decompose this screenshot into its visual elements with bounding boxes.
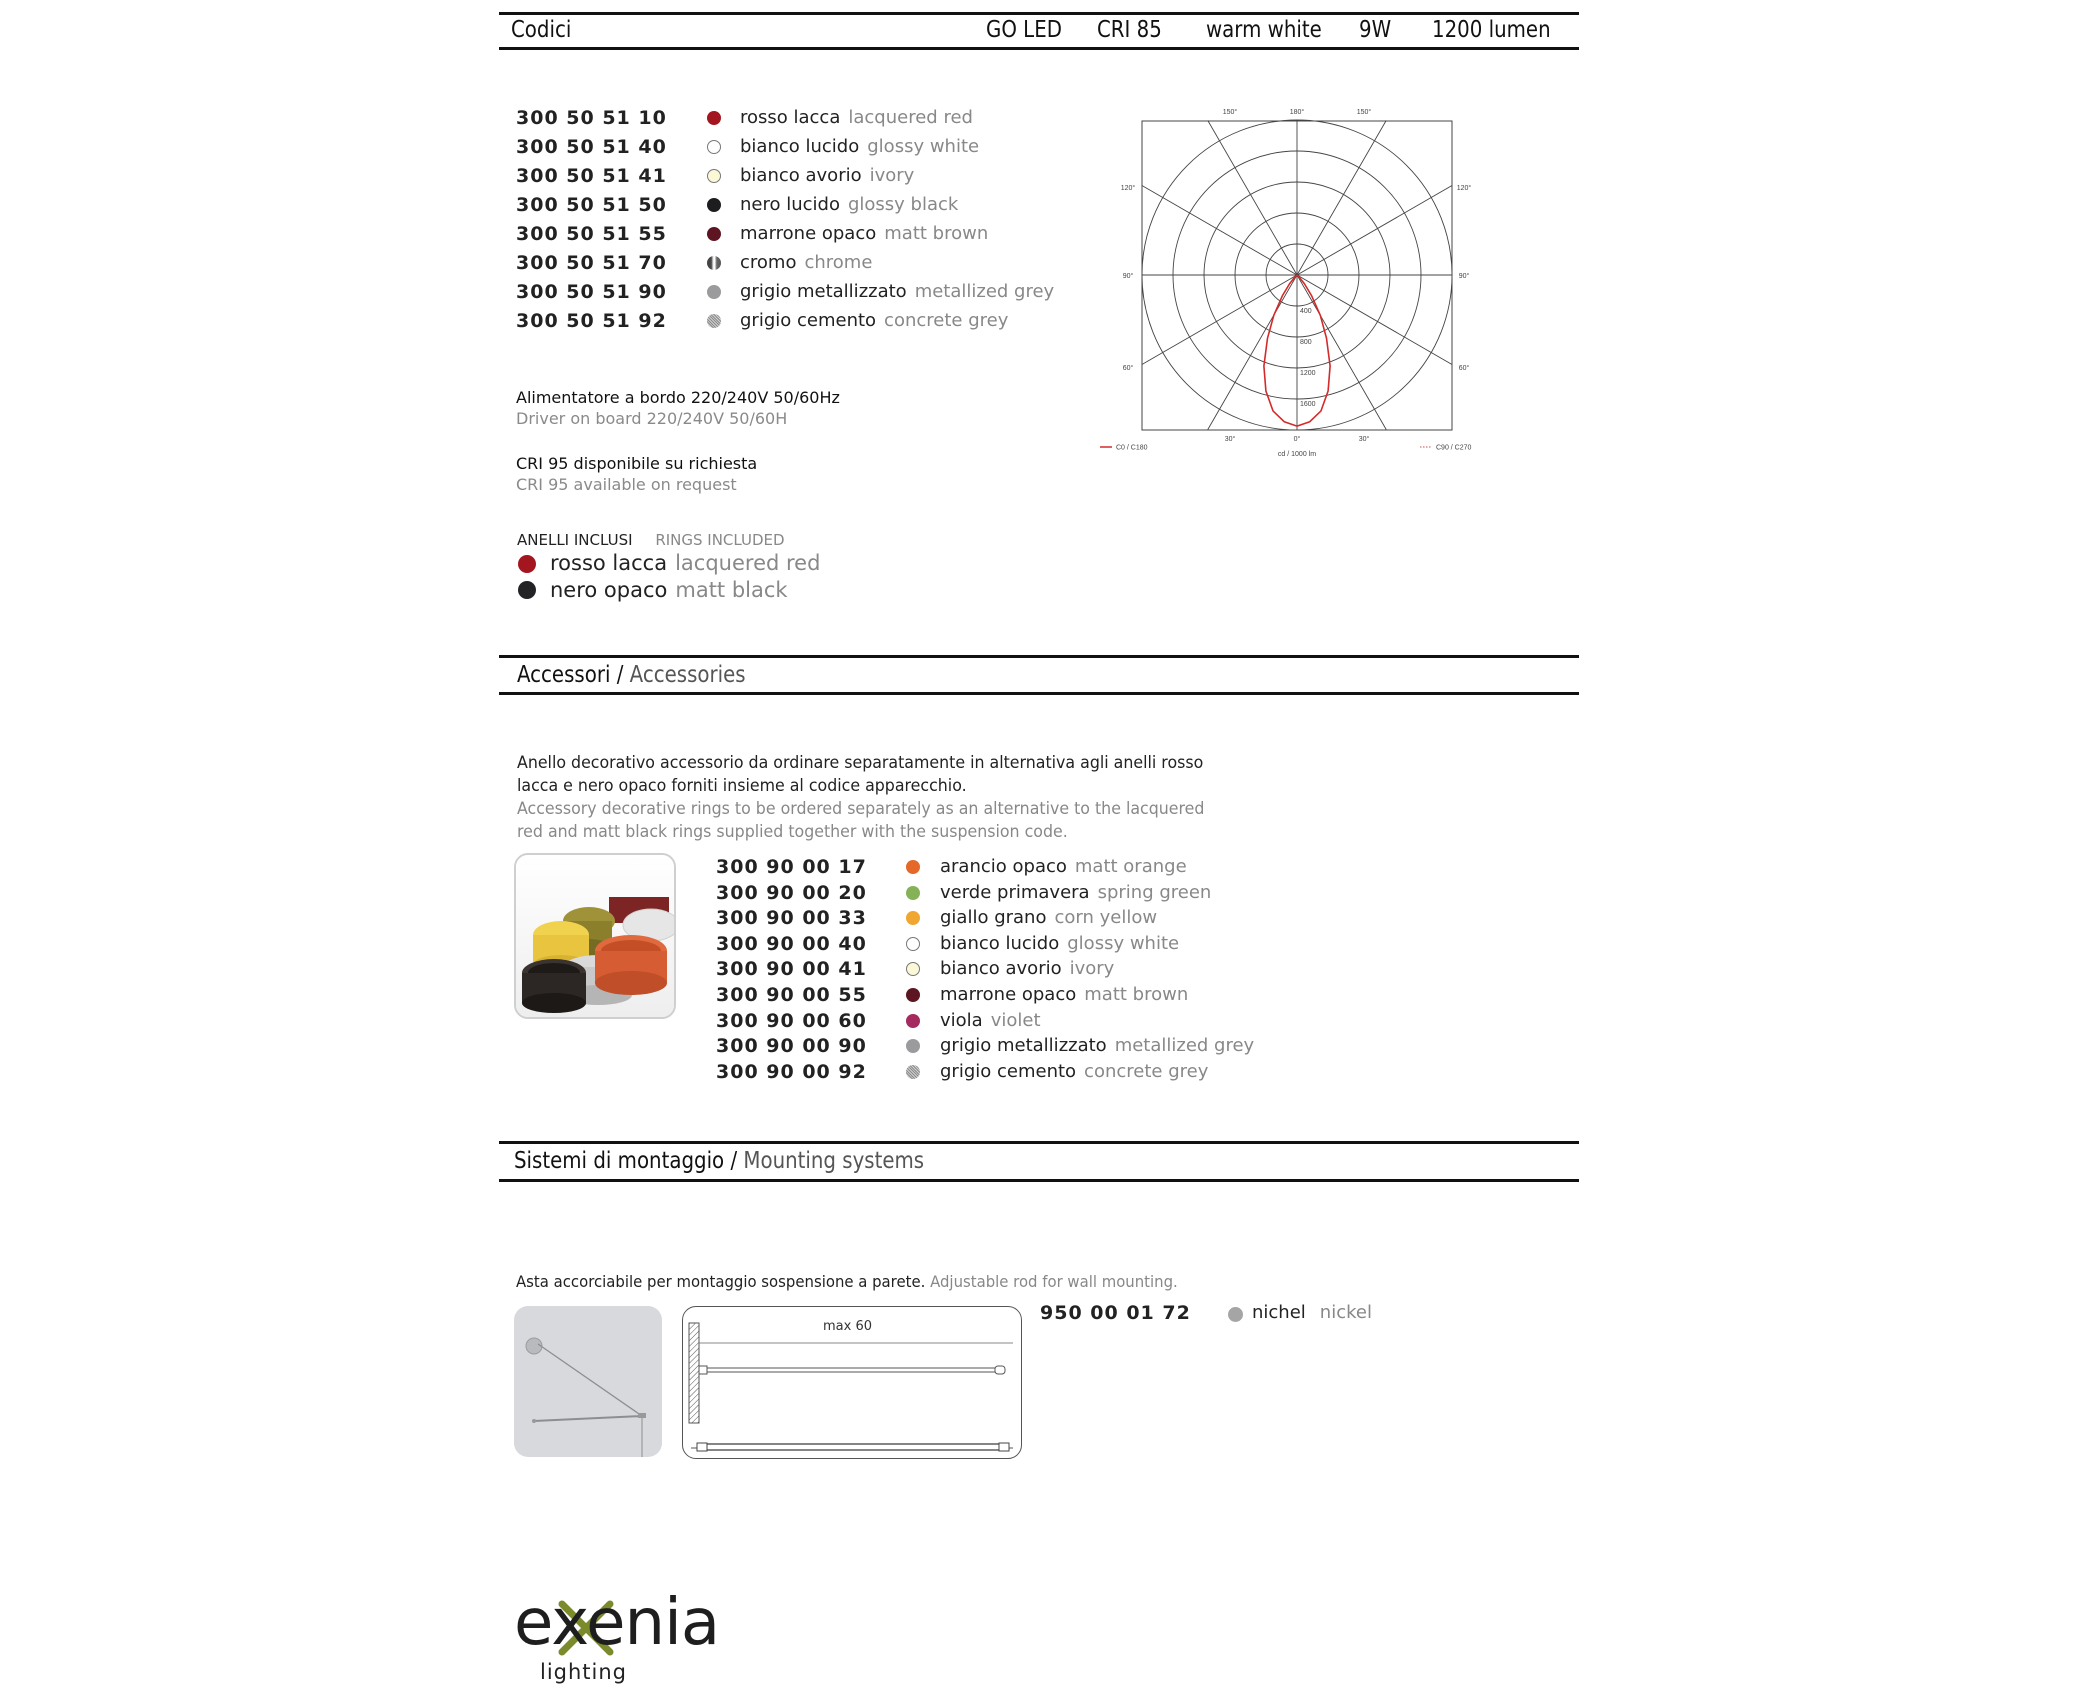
accessory-swatch <box>906 886 920 900</box>
mounting-desc-en: Adjustable rod for wall mounting. <box>930 1272 1178 1291</box>
radial-tick-label: 800 <box>1300 339 1312 346</box>
accessory-finish-it: grigio metallizzato <box>940 1035 1107 1057</box>
accessory-swatch <box>906 860 920 874</box>
ring-item-red-en: lacquered red <box>675 551 821 575</box>
angle-label: 60° <box>1458 365 1470 372</box>
accessory-swatch <box>906 962 920 976</box>
accessory-code: 300 90 00 90 <box>716 1035 867 1058</box>
wall-rod-illustration <box>514 1306 662 1457</box>
mounting-finish-en: nickel <box>1319 1302 1372 1323</box>
ring-item-black-en: matt black <box>675 578 788 602</box>
angle-label: 150° <box>1222 109 1238 116</box>
note-driver-en: Driver on board 220/240V 50/60H <box>516 409 788 428</box>
product-code: 300 50 51 10 <box>516 107 667 129</box>
accessory-finish-en: corn yellow <box>1054 907 1158 929</box>
legend-label-c90-c270: C90 / C270 <box>1436 444 1472 452</box>
exenia-logo <box>514 1586 774 1692</box>
accessory-code: 300 90 00 33 <box>716 907 867 930</box>
accessory-finish <box>940 1035 1254 1056</box>
spec-power: 9W <box>1359 17 1392 43</box>
rings-included-title-en: RINGS INCLUDED <box>655 531 785 549</box>
accessory-finish-en: ivory <box>1069 958 1115 980</box>
radial-tick-label: 1200 <box>1300 370 1316 377</box>
spec-color-temp: warm white <box>1206 17 1322 43</box>
accessory-finish <box>940 856 1187 877</box>
accessory-code: 300 90 00 17 <box>716 856 867 878</box>
accessory-swatch <box>906 937 920 951</box>
accessory-code: 300 90 00 55 <box>716 984 867 1006</box>
accessories-desc-en-line2: red and matt black rings supplied together with the suspension code. <box>517 822 1068 842</box>
mounting-title-it: Sistemi di montaggio / <box>514 1148 738 1174</box>
header-top-rule <box>499 12 1579 15</box>
accessory-finish <box>940 958 1114 979</box>
product-finish-en: concrete grey <box>884 310 1009 331</box>
decorative-rings-photo <box>514 853 676 1019</box>
product-swatch <box>707 314 721 328</box>
product-swatch <box>707 256 721 270</box>
drawing-max-length-label: max 60 <box>823 1319 872 1334</box>
product-finish-it: grigio cemento <box>740 310 877 331</box>
accessory-finish-it: bianco avorio <box>940 958 1062 980</box>
logo-brand: exenia <box>514 1586 720 1660</box>
logo-subtitle: lighting <box>540 1660 628 1684</box>
accessory-code: 300 90 00 41 <box>716 958 867 981</box>
ring-swatch-red <box>518 555 536 573</box>
accessory-finish <box>940 1010 1041 1031</box>
product-finish-it: rosso lacca <box>740 107 841 128</box>
accessory-code: 300 90 00 60 <box>716 1009 867 1032</box>
accessory-finish <box>940 984 1188 1005</box>
product-finish-en: ivory <box>869 165 915 186</box>
product-finish <box>740 281 1054 302</box>
accessory-swatch <box>906 911 920 925</box>
section-title-codici: Codici <box>511 17 572 43</box>
product-finish-en: glossy black <box>847 194 959 215</box>
product-code: 300 50 51 50 <box>516 194 667 216</box>
angle-label: 90° <box>1122 273 1134 280</box>
product-finish-it: marrone opaco <box>740 223 877 244</box>
angle-label: 150° <box>1356 109 1372 116</box>
product-swatch <box>707 111 721 125</box>
accessory-finish <box>940 1061 1208 1082</box>
accessories-desc-it-line2: lacca e nero opaco forniti insieme al codice apparecchio. <box>517 776 967 796</box>
accessory-finish-it: arancio opaco <box>940 856 1067 877</box>
angle-label: 90° <box>1458 273 1470 280</box>
accessory-finish-en: concrete grey <box>1084 1060 1209 1082</box>
mounting-finish <box>1252 1302 1372 1323</box>
ring-item-black-it: nero opaco <box>550 578 668 602</box>
product-finish <box>740 223 988 244</box>
accessory-finish-en: glossy white <box>1067 932 1180 954</box>
accessory-finish-it: viola <box>940 1009 983 1031</box>
product-code: 300 50 51 55 <box>516 223 667 245</box>
accessories-desc-en-line1: Accessory decorative rings to be ordered separately as an alternative to the lacquered <box>517 799 1205 819</box>
angle-label: 180° <box>1289 109 1305 116</box>
accessory-finish-it: verde primavera <box>940 881 1090 903</box>
accessory-finish-en: violet <box>990 1009 1041 1031</box>
note-cri95-en: CRI 95 available on request <box>516 475 737 494</box>
wall-rod-drawing <box>682 1306 1022 1459</box>
spec-lumen: 1200 lumen <box>1432 17 1551 43</box>
product-finish <box>740 107 973 128</box>
accessory-finish-en: spring green <box>1097 881 1212 903</box>
product-code: 300 50 51 90 <box>516 281 667 303</box>
radial-tick-label: 1600 <box>1300 401 1316 408</box>
accessory-finish <box>940 907 1157 928</box>
accessory-swatch <box>906 1065 920 1079</box>
accessory-code: 300 90 00 20 <box>716 881 867 904</box>
product-swatch <box>707 198 721 212</box>
product-finish-en: glossy white <box>867 136 980 157</box>
section-title-accessories <box>517 662 746 688</box>
product-finish-it: bianco avorio <box>740 165 862 186</box>
angle-label: 30° <box>1358 436 1370 443</box>
mounting-code: 950 00 01 72 <box>1040 1302 1191 1324</box>
mounting-desc-it: Asta accorciabile per montaggio sospensione a parete. <box>516 1272 926 1291</box>
product-code: 300 50 51 40 <box>516 136 667 158</box>
angle-label: 30° <box>1224 436 1236 443</box>
product-swatch <box>707 140 721 154</box>
accessory-finish-it: grigio cemento <box>940 1060 1077 1082</box>
wall-rod-photo <box>514 1306 662 1457</box>
accessory-code: 300 90 00 92 <box>716 1060 867 1083</box>
accessory-finish <box>940 882 1211 903</box>
product-code: 300 50 51 41 <box>516 165 667 187</box>
angle-label: 120° <box>1456 185 1472 192</box>
product-finish <box>740 310 1008 331</box>
product-finish <box>740 136 979 157</box>
product-finish-it: grigio metallizzato <box>740 281 907 302</box>
accessory-code: 300 90 00 40 <box>716 932 867 955</box>
accessories-title-en: Accessories <box>629 662 746 688</box>
product-finish-en: lacquered red <box>848 107 973 128</box>
product-finish-it: nero lucido <box>740 194 840 215</box>
accessories-title-it: Accessori / <box>517 662 624 688</box>
note-driver-it: Alimentatore a bordo 220/240V 50/60Hz <box>516 388 840 407</box>
mounting-swatch-nickel <box>1228 1307 1243 1322</box>
accessory-swatch <box>906 1014 920 1028</box>
angle-label: 120° <box>1120 185 1136 192</box>
ring-item-black <box>550 578 788 602</box>
photometric-polar-chart <box>1090 100 1510 470</box>
note-driver <box>516 388 840 428</box>
note-cri95-it: CRI 95 disponibile su richiesta <box>516 454 758 473</box>
accessory-swatch <box>906 1039 920 1053</box>
ring-swatch-black <box>518 581 536 599</box>
product-finish-en: matt brown <box>884 223 989 244</box>
accessory-finish-en: matt orange <box>1074 856 1187 877</box>
rings-included-title-it: ANELLI INCLUSI <box>517 531 633 549</box>
header-bottom-rule <box>499 47 1579 50</box>
accessory-finish-en: matt brown <box>1084 984 1189 1005</box>
product-code: 300 50 51 70 <box>516 252 667 274</box>
product-swatch <box>707 227 721 241</box>
mounting-description <box>516 1272 1178 1291</box>
section-title-mounting <box>514 1148 924 1174</box>
product-finish <box>740 194 958 215</box>
spec-cri: CRI 85 <box>1097 17 1162 43</box>
product-finish-it: bianco lucido <box>740 136 860 157</box>
accessories-top-rule <box>499 655 1579 658</box>
polar-labels <box>1100 108 1472 458</box>
spec-driver: GO LED <box>986 17 1062 43</box>
angle-label: 60° <box>1122 365 1134 372</box>
polar-unit-label: cd / 1000 lm <box>1277 451 1317 458</box>
ring-item-red-it: rosso lacca <box>550 551 668 575</box>
accessory-finish <box>940 933 1179 954</box>
product-finish-en: metallized grey <box>914 281 1055 302</box>
product-finish <box>740 165 914 186</box>
accessory-swatch <box>906 988 920 1002</box>
product-swatch <box>707 169 721 183</box>
accessory-finish-it: marrone opaco <box>940 984 1077 1005</box>
mounting-finish-it: nichel <box>1252 1302 1306 1323</box>
mounting-top-rule <box>499 1141 1579 1144</box>
rings-included-title <box>517 531 785 549</box>
radial-tick-label: 400 <box>1300 308 1312 315</box>
accessory-finish-en: metallized grey <box>1114 1035 1255 1057</box>
rings-illustration <box>516 855 674 1017</box>
accessories-desc-it-line1: Anello decorativo accessorio da ordinare separatamente in alternativa agli anelli rosso <box>517 753 1204 773</box>
accessories-bottom-rule <box>499 692 1579 695</box>
accessories-description <box>517 752 1204 844</box>
legend-label-c0-c180: C0 / C180 <box>1116 444 1148 452</box>
angle-label: 0° <box>1293 436 1301 443</box>
product-finish-en: chrome <box>804 252 873 273</box>
accessory-finish-it: giallo grano <box>940 907 1047 929</box>
product-finish <box>740 252 872 273</box>
ring-item-red <box>550 551 820 575</box>
mounting-bottom-rule <box>499 1179 1579 1182</box>
mounting-title-en: Mounting systems <box>743 1148 925 1174</box>
logo-brand-text <box>514 1586 719 1660</box>
accessory-finish-it: bianco lucido <box>940 932 1060 954</box>
product-code: 300 50 51 92 <box>516 310 667 332</box>
product-finish-it: cromo <box>740 252 797 273</box>
product-swatch <box>707 285 721 299</box>
note-cri95 <box>516 454 757 494</box>
